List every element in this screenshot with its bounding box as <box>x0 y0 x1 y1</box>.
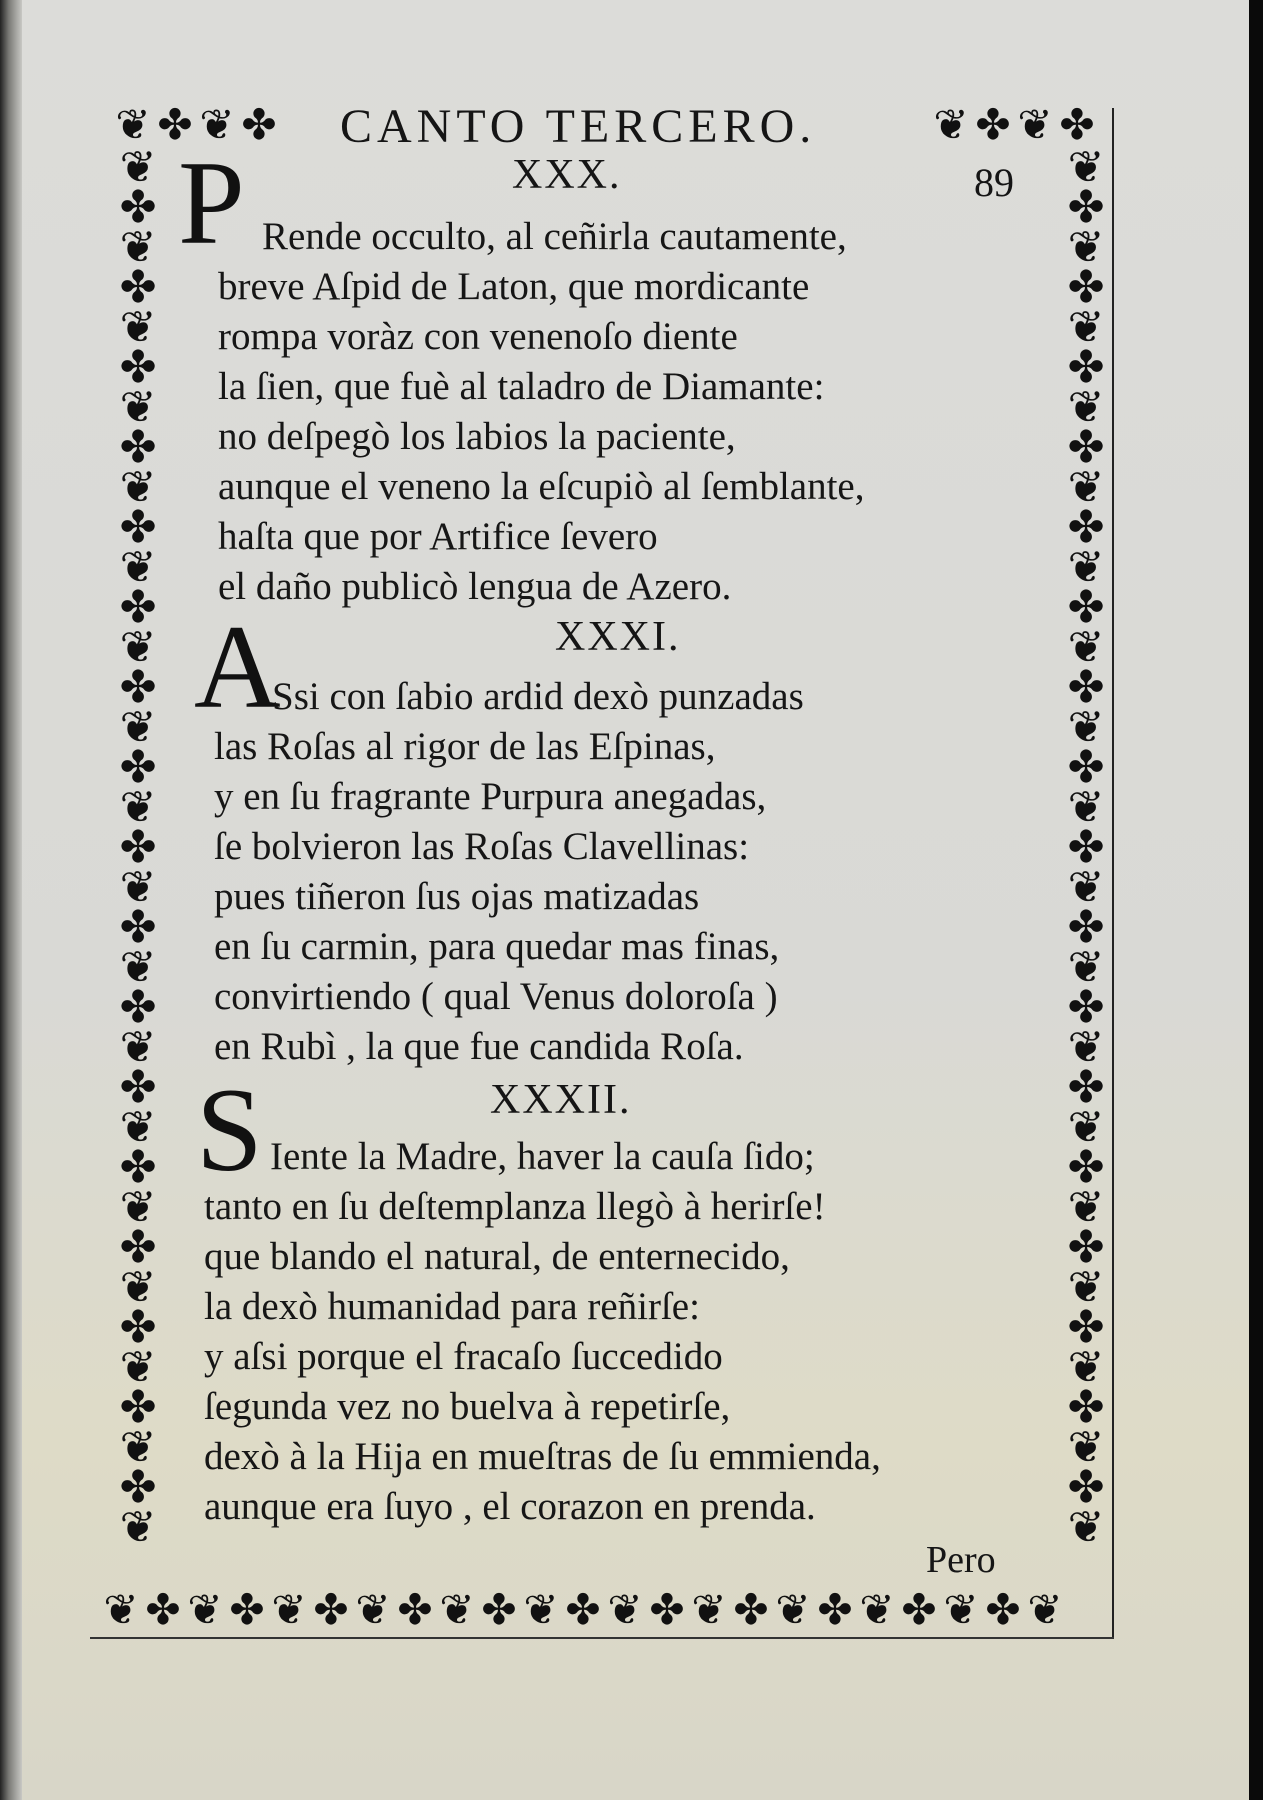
fleuron-ornament: ❦ <box>1067 303 1105 352</box>
fleuron-ornament: ✤ <box>733 1588 769 1634</box>
frame-rule-bottom <box>90 1637 1114 1639</box>
fleuron-ornament: ❦ <box>1067 1103 1105 1152</box>
binding-shadow <box>0 0 22 1800</box>
fleuron-ornament: ❦ <box>199 103 235 149</box>
verse-line: que blando el natural, de enternecido, <box>204 1235 790 1278</box>
fleuron-ornament: ❦ <box>1067 623 1105 672</box>
fleuron-ornament: ❦ <box>1067 1503 1105 1552</box>
verse-line: el daño publicò lengua de Azero. <box>218 565 732 608</box>
fleuron-ornament: ✤ <box>649 1588 685 1634</box>
verse-line: ſe bolvieron las Roſas Clavellinas: <box>214 825 750 868</box>
fleuron-ornament: ❦ <box>119 223 157 272</box>
fleuron-ornament: ✤ <box>1067 1223 1105 1272</box>
fleuron-ornament: ❦ <box>1067 223 1105 272</box>
fleuron-ornament: ✤ <box>119 263 157 312</box>
fleuron-ornament: ✤ <box>1067 663 1105 712</box>
fleuron-ornament: ❦ <box>119 303 157 352</box>
verse-line: dexò à la Hija en mueſtras de ſu emmienda, <box>204 1435 881 1478</box>
fleuron-ornament: ❦ <box>119 703 157 752</box>
fleuron-ornament: ✤ <box>119 423 157 472</box>
fleuron-ornament: ❦ <box>775 1588 811 1634</box>
fleuron-ornament: ✤ <box>157 103 193 149</box>
fleuron-ornament: ✤ <box>1067 1463 1105 1512</box>
drop-cap-initial: S <box>196 1063 263 1196</box>
fleuron-ornament: ❦ <box>119 863 157 912</box>
drop-cap-initial: P <box>178 136 245 269</box>
fleuron-ornament: ✤ <box>119 1223 157 1272</box>
verse-line: Rende occulto, al ceñirla cautamente, <box>262 215 847 258</box>
fleuron-ornament: ❦ <box>119 1423 157 1472</box>
fleuron-ornament: ✤ <box>119 823 157 872</box>
fleuron-ornament: ✤ <box>119 1383 157 1432</box>
verse-line: la ſien, que fuè al taladro de Diamante: <box>218 365 825 408</box>
verse-line: tanto en ſu deſtemplanza llegò à herirſe! <box>204 1185 826 1228</box>
verse-line: ſegunda vez no buelva à repetirſe, <box>204 1385 731 1428</box>
verse-line: en ſu carmin, para quedar mas finas, <box>214 925 780 968</box>
fleuron-ornament: ✤ <box>1067 503 1105 552</box>
fleuron-ornament: ❦ <box>1067 943 1105 992</box>
fleuron-ornament: ❦ <box>1067 463 1105 512</box>
fleuron-ornament: ❦ <box>119 783 157 832</box>
fleuron-ornament: ❦ <box>103 1588 139 1634</box>
fleuron-ornament: ❦ <box>523 1588 559 1634</box>
fleuron-ornament: ✤ <box>241 103 277 149</box>
fleuron-ornament: ✤ <box>1067 343 1105 392</box>
fleuron-ornament: ❦ <box>355 1588 391 1634</box>
fleuron-ornament: ✤ <box>565 1588 601 1634</box>
fleuron-ornament: ❦ <box>1067 1343 1105 1392</box>
fleuron-ornament: ✤ <box>985 1588 1021 1634</box>
fleuron-ornament: ❦ <box>119 1503 157 1552</box>
verse-line: rompa voràz con venenoſo diente <box>218 315 738 358</box>
fleuron-ornament: ✤ <box>397 1588 433 1634</box>
fleuron-ornament: ❦ <box>119 463 157 512</box>
fleuron-ornament: ✤ <box>1067 183 1105 232</box>
fleuron-ornament: ✤ <box>119 1303 157 1352</box>
fleuron-ornament: ✤ <box>119 183 157 232</box>
fleuron-ornament: ✤ <box>119 1143 157 1192</box>
fleuron-ornament: ❦ <box>1067 703 1105 752</box>
verse-line: breve Aſpid de Laton, que mordicante <box>218 265 810 308</box>
fleuron-ornament: ❦ <box>943 1588 979 1634</box>
fleuron-ornament: ❦ <box>119 1023 157 1072</box>
fleuron-ornament: ✤ <box>1067 1143 1105 1192</box>
fleuron-ornament: ✤ <box>1067 983 1105 1032</box>
fleuron-ornament: ✤ <box>119 983 157 1032</box>
fleuron-ornament: ❦ <box>1067 1183 1105 1232</box>
fleuron-ornament: ✤ <box>119 663 157 712</box>
fleuron-ornament: ✤ <box>119 503 157 552</box>
fleuron-ornament: ❦ <box>1067 1023 1105 1072</box>
fleuron-ornament: ❦ <box>691 1588 727 1634</box>
fleuron-ornament: ✤ <box>817 1588 853 1634</box>
fleuron-ornament: ✤ <box>119 743 157 792</box>
fleuron-ornament: ❦ <box>1067 543 1105 592</box>
verse-line: en Rubì , la que fue candida Roſa. <box>214 1025 744 1068</box>
fleuron-ornament: ❦ <box>187 1588 223 1634</box>
fleuron-ornament: ✤ <box>1067 743 1105 792</box>
fleuron-ornament: ❦ <box>119 383 157 432</box>
fleuron-ornament: ❦ <box>119 148 157 192</box>
fleuron-ornament: ✤ <box>1067 1383 1105 1432</box>
fleuron-ornament: ✤ <box>1059 103 1095 149</box>
fleuron-ornament: ✤ <box>1067 823 1105 872</box>
verse-line: aunque el veneno la eſcupiò al ſemblante, <box>218 465 865 508</box>
fleuron-ornament: ❦ <box>119 543 157 592</box>
fleuron-ornament: ❦ <box>119 1343 157 1392</box>
fleuron-ornament: ✤ <box>119 343 157 392</box>
fleuron-ornament: ❦ <box>271 1588 307 1634</box>
fleuron-ornament: ✤ <box>313 1588 349 1634</box>
fleuron-ornament: ✤ <box>119 1463 157 1512</box>
fleuron-ornament: ❦ <box>933 103 969 149</box>
fleuron-ornament: ✤ <box>901 1588 937 1634</box>
fleuron-ornament: ❦ <box>1067 383 1105 432</box>
verse-line: pues tiñeron ſus ojas matizadas <box>214 875 700 918</box>
ornament-border-bottom <box>100 1585 1100 1637</box>
page-edge <box>1249 0 1263 1800</box>
fleuron-ornament: ✤ <box>975 103 1011 149</box>
stanza-number: XXXII. <box>490 1077 632 1123</box>
verse-line: no deſpegò los labios la paciente, <box>218 415 736 458</box>
drop-cap-initial: A <box>194 600 281 733</box>
catchword: Pero <box>926 1539 996 1581</box>
verse-line: las Roſas al rigor de las Eſpinas, <box>214 725 716 768</box>
running-title: CANTO TERCERO. <box>340 100 817 153</box>
fleuron-ornament: ❦ <box>119 623 157 672</box>
verse-line: y aſsi porque el fracaſo ſuccedido <box>204 1335 723 1378</box>
fleuron-ornament: ❦ <box>1027 1588 1063 1634</box>
ornament-border-left <box>110 148 166 1573</box>
fleuron-ornament: ❦ <box>1067 1423 1105 1472</box>
fleuron-ornament: ✤ <box>119 1063 157 1112</box>
verse-line: haſta que por Artifice ſevero <box>218 515 658 558</box>
fleuron-ornament: ❦ <box>859 1588 895 1634</box>
fleuron-ornament: ❦ <box>607 1588 643 1634</box>
verse-line: y en ſu fragrante Purpura anegadas, <box>214 775 767 818</box>
fleuron-ornament: ✤ <box>1067 1303 1105 1352</box>
fleuron-ornament: ✤ <box>145 1588 181 1634</box>
fleuron-ornament: ❦ <box>119 943 157 992</box>
fleuron-ornament: ❦ <box>1067 1263 1105 1312</box>
fleuron-ornament: ✤ <box>1067 583 1105 632</box>
fleuron-ornament: ❦ <box>1017 103 1053 149</box>
fleuron-ornament: ❦ <box>1067 148 1105 192</box>
fleuron-ornament: ❦ <box>439 1588 475 1634</box>
fleuron-ornament: ❦ <box>119 1183 157 1232</box>
fleuron-ornament: ❦ <box>115 103 151 149</box>
fleuron-ornament: ✤ <box>1067 423 1105 472</box>
fleuron-ornament: ✤ <box>1067 1063 1105 1112</box>
fleuron-ornament: ✤ <box>119 583 157 632</box>
ornament-border-top-right <box>930 100 1120 152</box>
verse-line: la dexò humanidad para reñirſe: <box>204 1285 700 1328</box>
verse-line: convirtiendo ( qual Venus doloroſa ) <box>214 975 778 1018</box>
verse-line: aunque era ſuyo , el corazon en prenda. <box>204 1485 816 1528</box>
stanza-number: XXX. <box>512 152 622 198</box>
fleuron-ornament: ❦ <box>1067 783 1105 832</box>
page-number: 89 <box>974 160 1014 205</box>
fleuron-ornament: ✤ <box>229 1588 265 1634</box>
ornament-border-right <box>1058 148 1114 1573</box>
fleuron-ornament: ✤ <box>481 1588 517 1634</box>
verse-line: Ssi con ſabio ardid dexò punzadas <box>272 675 804 718</box>
stanza-number: XXXI. <box>555 614 681 660</box>
fleuron-ornament: ✤ <box>119 903 157 952</box>
fleuron-ornament: ✤ <box>1067 263 1105 312</box>
verse-line: Iente la Madre, haver la cauſa ſido; <box>270 1135 815 1178</box>
fleuron-ornament: ❦ <box>119 1263 157 1312</box>
fleuron-ornament: ❦ <box>119 1103 157 1152</box>
fleuron-ornament: ❦ <box>1067 863 1105 912</box>
fleuron-ornament: ✤ <box>1067 903 1105 952</box>
frame-rule-right <box>1112 108 1114 1638</box>
